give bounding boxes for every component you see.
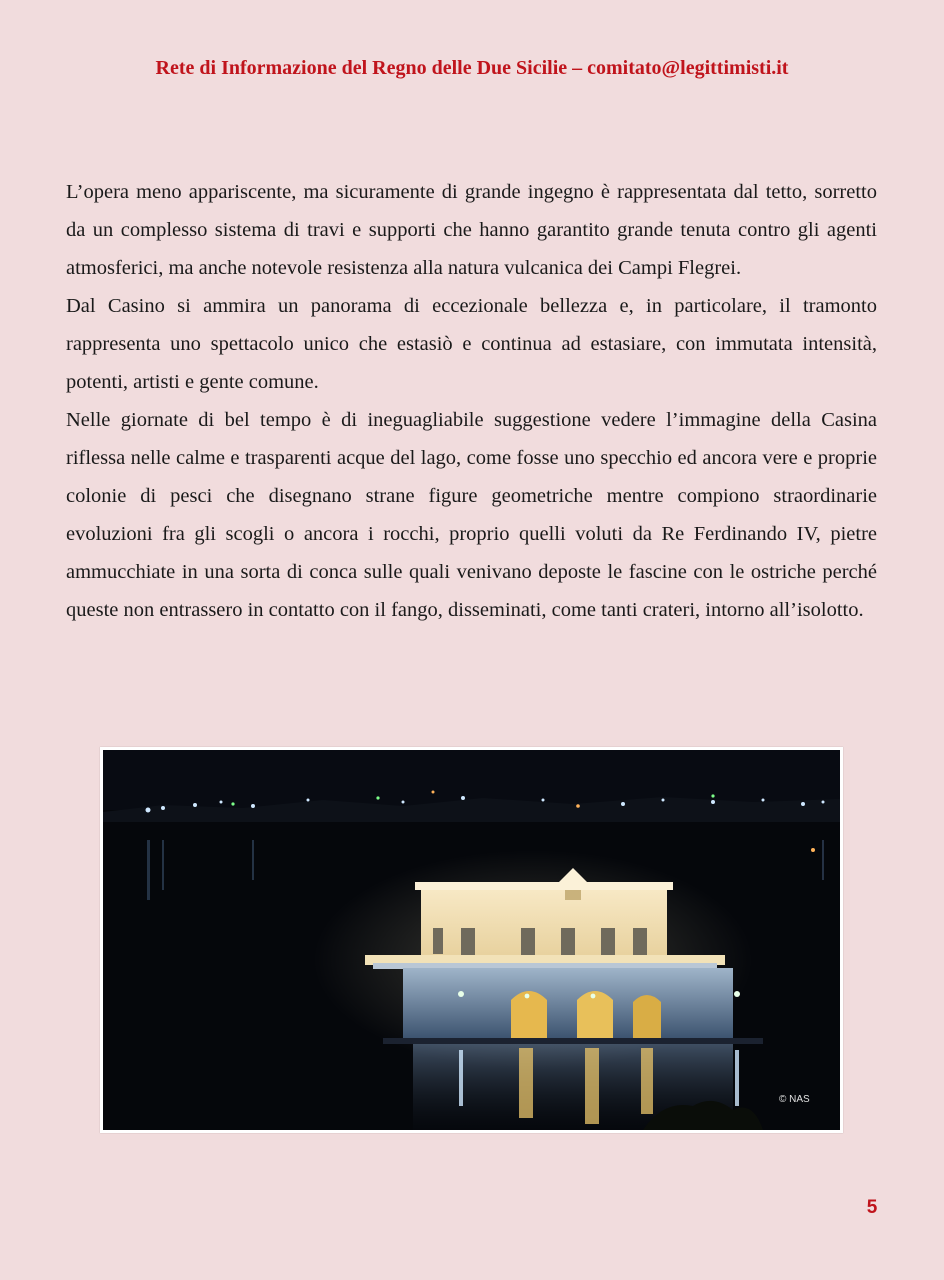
article-body: [66, 173, 877, 629]
casina-night-illustration: [103, 750, 840, 1130]
page-header: Rete di Informazione del Regno delle Due Sicilie – comitato@legittimisti.it: [155, 57, 789, 79]
casina-night-photo: [100, 747, 843, 1133]
paragraph-roof: L’opera meno appariscente, ma sicuramente di grande ingegno è rappresentata dal tetto, sorretto da un complesso sistema di travi e supporti che hanno garantito grande tenuta contro gli agenti atmosferici, ma anche notevole resistenza alla natura vulcanica dei Campi Flegrei.: [66, 181, 877, 279]
paragraph-panorama: Dal Casino si ammira un panorama di eccezionale bellezza e, in particolare, il tramonto rappresenta uno spettacolo unico che estasiò e continua ad estasiare, con immutata intensità, potenti, artisti e gente comune.: [66, 295, 877, 393]
page-number: 5: [866, 1197, 878, 1218]
paragraph-reflection: Nelle giornate di bel tempo è di ineguagliabile suggestione vedere l’immagine della Casina riflessa nelle calme e trasparenti acque del lago, come fosse uno specchio ed ancora vere e proprie colonie di pesci che disegnano strane figure geometriche mentre compiono straordinarie evoluzioni fra gli scogli o ancora i rocchi, proprio quelli voluti da Re Ferdinando IV, pietre ammucchiate in una sorta di conca sulle quali venivano deposte le fascine con le ostriche perché queste non entrassero in contatto con il fango, disseminati, come tanti crateri, intorno all’isolotto.: [66, 409, 877, 621]
photo-watermark: © NAS: [779, 1094, 810, 1105]
